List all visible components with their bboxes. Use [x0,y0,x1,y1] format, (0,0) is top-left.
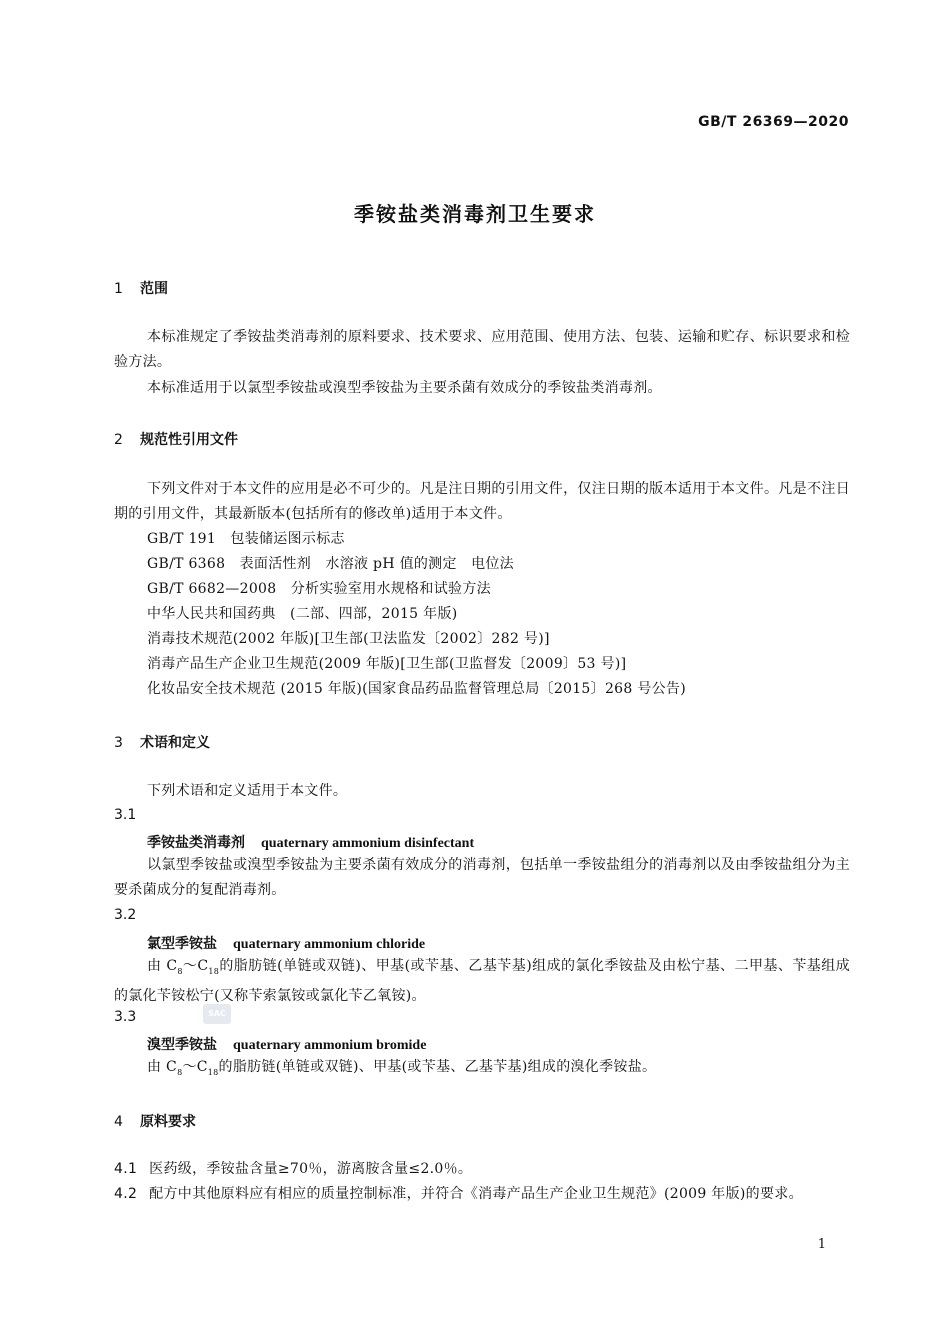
standard-code: GB/T 26369—2020 [698,114,849,130]
section-number: 4 [114,1114,123,1130]
term-number: 3.3 [114,1009,137,1025]
term-heading [147,1034,426,1054]
term-definition: 以氯型季铵盐或溴型季铵盐为主要杀菌有效成分的消毒剂，包括单一季铵盐组分的消毒剂以及由季铵盐组分为主要杀菌成分的复配消毒剂。 [114,857,850,898]
requirement-item [114,1182,850,1207]
term-definition [114,954,850,1009]
section-number: 2 [114,432,123,448]
reference-item: 消毒产品生产企业卫生规范(2009 年版)[卫生部(卫监督发〔2009〕53 号)] [147,656,627,672]
requirement-text: 医药级，季铵盐含量≥70％，游离胺含量≤2.0％。 [149,1161,473,1177]
reference-item: GB/T 6682—2008 分析实验室用水规格和试验方法 [147,581,491,597]
term-chinese: 季铵盐类消毒剂 [147,835,245,851]
term-number: 3.2 [114,907,137,923]
definition-text: 的脂肪链(单链或双链)、甲基(或苄基、乙基苄基)组成的氯化季铵盐及由松宁基、二甲基、苄基组成的氯化苄铵松宁(又称苄索氯铵或氯化苄乙氧铵)。 [114,958,850,1004]
definition-text: 由 C [147,1059,178,1075]
requirement-text: 配方中其他原料应有相应的质量控制标准，并符合《消毒产品生产企业卫生规范》(2009 年版)的要求。 [149,1186,803,1202]
section-4-heading [114,1111,196,1131]
subscript: 18 [208,966,220,976]
definition-text: 的脂肪链(单链或双链)、甲基(或苄基、乙基苄基)组成的溴化季铵盐。 [218,1059,657,1075]
term-number: 3.1 [114,807,137,823]
section-title: 术语和定义 [140,735,210,751]
section-title: 范围 [140,281,168,297]
reference-item: 消毒技术规范(2002 年版)[卫生部(卫法监发〔2002〕282 号)] [147,631,550,647]
section-1-paragraph-2: 本标准适用于以氯型季铵盐或溴型季铵盐为主要杀菌有效成分的季铵盐类消毒剂。 [147,380,662,396]
section-title: 原料要求 [140,1114,196,1130]
subscript: 8 [177,966,183,976]
document-title: 季铵盐类消毒剂卫生要求 [354,202,596,226]
definition-text: ～C [182,958,209,974]
definition-text: ～C [182,1059,208,1075]
requirement-number: 4.2 [114,1186,138,1202]
requirement-item [114,1157,850,1182]
reference-item: 中华人民共和国药典 (二部、四部，2015 年版) [147,606,458,622]
term-english: quaternary ammonium chloride [233,937,426,952]
definition-text: 由 C [147,958,178,974]
reference-item: GB/T 6368 表面活性剂 水溶液 pH 值的测定 电位法 [147,556,514,572]
reference-item: 化妆品安全技术规范 (2015 年版)(国家食品药品监督管理总局〔2015〕268 号公告) [147,681,686,697]
term-heading [147,933,425,953]
section-title: 规范性引用文件 [140,432,238,448]
term-chinese: 溴型季铵盐 [147,1037,217,1053]
section-1-paragraph-1: 本标准规定了季铵盐类消毒剂的原料要求、技术要求、应用范围、使用方法、包装、运输和贮存、标识要求和检验方法。 [114,329,850,370]
sac-watermark-logo: SAC [203,1004,231,1024]
page-number: 1 [817,1237,826,1252]
section-2-heading [114,429,238,449]
reference-item: GB/T 191 包装储运图示标志 [147,531,345,547]
term-english: quaternary ammonium disinfectant [261,836,475,851]
section-number: 3 [114,735,123,751]
subscript: 8 [177,1067,183,1077]
section-1-heading [114,278,168,298]
term-english: quaternary ammonium bromide [233,1038,427,1053]
term-heading [147,832,474,852]
section-3-heading [114,732,210,752]
requirement-number: 4.1 [114,1161,138,1177]
section-number: 1 [114,281,123,297]
term-definition [114,1055,850,1085]
subscript: 18 [207,1067,219,1077]
section-2-paragraph: 下列文件对于本文件的应用是必不可少的。凡是注日期的引用文件，仅注日期的版本适用于本文件。凡是不注日期的引用文件，其最新版本(包括所有的修改单)适用于本文件。 [114,481,850,522]
section-3-intro: 下列术语和定义适用于本文件。 [147,783,348,799]
term-chinese: 氯型季铵盐 [147,936,217,952]
